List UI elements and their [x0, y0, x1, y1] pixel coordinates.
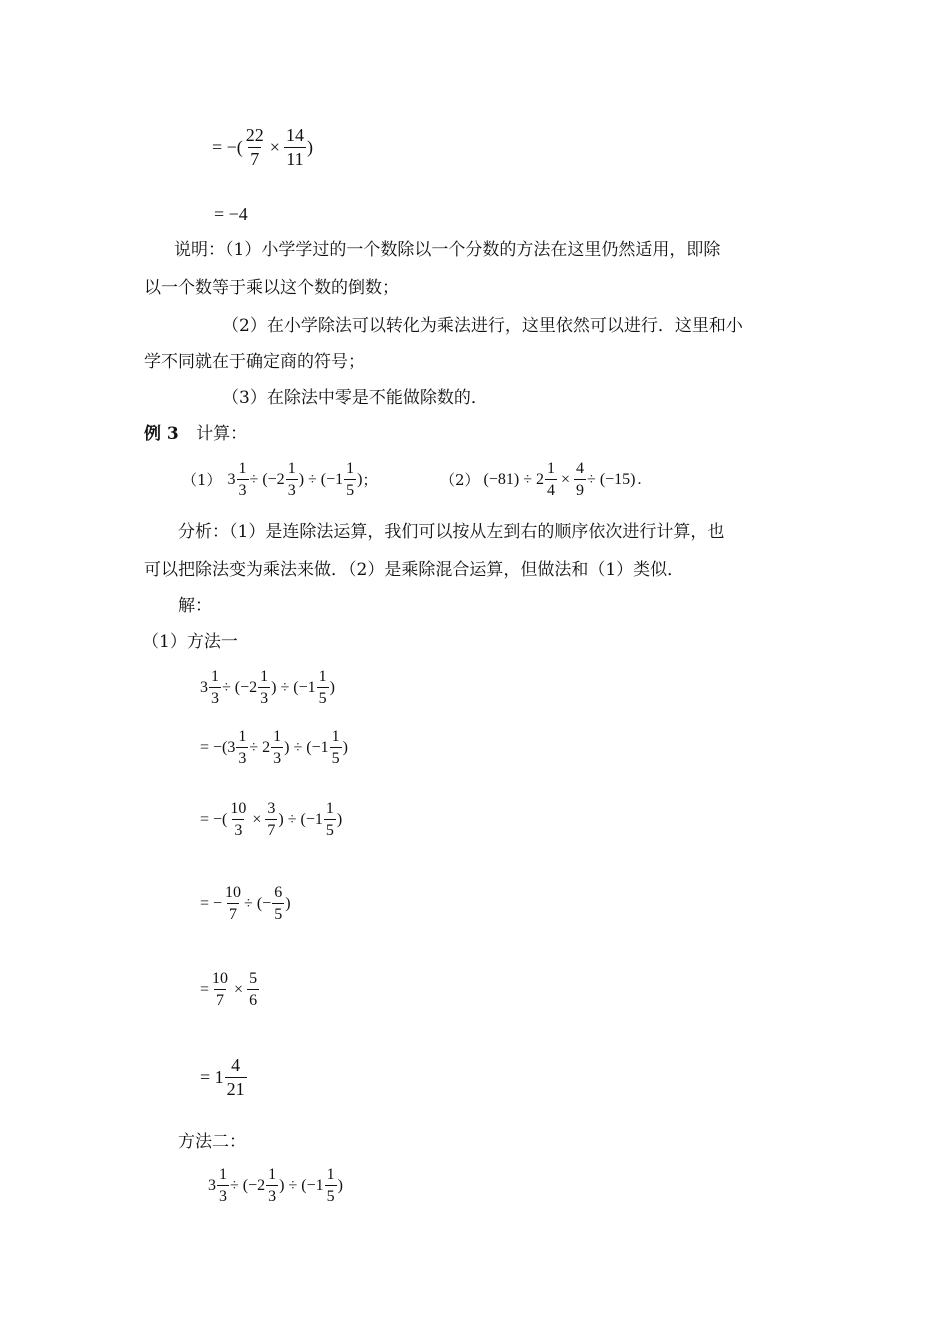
- denominator: 9: [574, 479, 586, 500]
- fraction: [286, 460, 298, 499]
- denominator: 3: [266, 1185, 278, 1206]
- note-line-3: （2）在小学除法可以转化为乘法进行，这里依然可以进行．这里和小: [222, 316, 743, 336]
- eq-line-1: [212, 126, 313, 170]
- numerator: 22: [245, 125, 264, 145]
- note-line-4: 学不同就在于确定商的符号；: [144, 352, 365, 372]
- denominator: 3: [258, 687, 270, 708]
- fraction: [228, 800, 248, 839]
- numerator: 14: [285, 125, 304, 145]
- denominator: 3: [236, 747, 248, 768]
- close-paren: ): [336, 810, 343, 828]
- denominator: 21: [226, 1078, 245, 1099]
- whole-number: 3: [227, 470, 236, 488]
- note-line-2: 以一个数等于乘以这个数的倒数；: [144, 278, 399, 298]
- operator-text: ) ÷ (−1: [298, 470, 344, 488]
- denominator: 11: [286, 148, 304, 169]
- separator: ；: [362, 471, 378, 490]
- whole-number: 3: [200, 678, 208, 696]
- fraction: [324, 800, 336, 839]
- fraction: [265, 800, 277, 839]
- operator-text: ÷ (−2: [222, 678, 258, 696]
- denominator: 3: [237, 479, 249, 500]
- problem-2-label: （2）: [440, 471, 480, 490]
- numerator: 1: [238, 728, 247, 745]
- times-sign: ×: [269, 137, 280, 158]
- fraction: [317, 668, 329, 707]
- close-paren: ): [357, 470, 363, 488]
- numerator: 1: [346, 460, 355, 477]
- example-label: 例 3: [144, 424, 179, 444]
- fraction: [330, 728, 342, 767]
- fraction: [271, 728, 283, 767]
- step-6: [200, 1056, 248, 1100]
- step-3: [200, 800, 342, 839]
- fraction: [210, 970, 230, 1009]
- operator-text: ) ÷ (−1: [279, 1176, 324, 1194]
- method-2-label: 方法二：: [178, 1132, 246, 1152]
- step-7: [208, 1166, 343, 1205]
- operator-text: = −(3: [200, 738, 236, 756]
- example-title: 计算：: [196, 424, 248, 444]
- denominator: 7: [265, 819, 277, 840]
- fraction: [237, 460, 249, 499]
- numerator: 10: [230, 800, 247, 817]
- fraction: [217, 1166, 229, 1205]
- numerator: 1: [260, 668, 269, 685]
- eq-line-2: = −4: [214, 204, 248, 224]
- problem-1-label: （1）: [182, 471, 222, 490]
- close-paren: ): [306, 137, 313, 158]
- numerator: 10: [225, 884, 242, 901]
- period: .: [637, 470, 642, 488]
- whole-number: 3: [208, 1176, 216, 1194]
- fraction: [225, 1056, 247, 1100]
- fraction: [344, 460, 356, 499]
- denominator: 3: [217, 1185, 229, 1206]
- times-sign: ×: [252, 810, 262, 828]
- denominator: 5: [324, 819, 336, 840]
- operator-text: ÷ (−15): [587, 470, 636, 488]
- operator-text: ÷ 2: [249, 738, 271, 756]
- denominator: 6: [247, 989, 259, 1010]
- denominator: 3: [209, 687, 221, 708]
- operator-text: =: [200, 980, 210, 998]
- close-paren: ): [342, 738, 348, 756]
- fraction: [266, 1166, 278, 1205]
- numerator: 1: [238, 460, 247, 477]
- operator-text: = 1: [200, 1067, 224, 1088]
- fraction: [545, 460, 557, 499]
- numerator: 3: [267, 800, 276, 817]
- note-line-5: （3）在除法中零是不能做除数的．: [222, 388, 488, 408]
- note-line-1: 说明：（1）小学学过的一个数除以一个分数的方法在这里仍然适用，即除: [174, 240, 721, 260]
- fraction: [272, 884, 284, 923]
- numerator: 1: [219, 1166, 227, 1183]
- denominator: 7: [214, 989, 226, 1010]
- operator-text: ) ÷ (−1: [271, 678, 316, 696]
- operator-text: ÷ (−2: [230, 1176, 266, 1194]
- numerator: 6: [274, 884, 283, 901]
- numerator: 1: [547, 460, 556, 477]
- problem-2: [440, 460, 642, 499]
- numerator: 10: [212, 970, 229, 987]
- denominator: 5: [330, 747, 342, 768]
- numerator: 1: [331, 728, 340, 745]
- fraction: [223, 884, 243, 923]
- operator-text: ÷ (−2: [249, 470, 285, 488]
- denominator: 5: [325, 1185, 337, 1206]
- numerator: 4: [231, 1055, 241, 1075]
- method-1-label: （1）方法一: [142, 632, 238, 652]
- fraction: [209, 668, 221, 707]
- operator-text: ) ÷ (−1: [284, 738, 329, 756]
- fraction: [325, 1166, 337, 1205]
- denominator: 4: [545, 479, 557, 500]
- numerator: 1: [318, 668, 327, 685]
- solution-label: 解：: [178, 596, 212, 616]
- denominator: 3: [286, 479, 298, 500]
- analysis-line-2: 可以把除法变为乘法来做．（2）是乘除混合运算，但做法和（1）类似．: [144, 560, 685, 580]
- operator-text: = −(: [200, 810, 228, 828]
- operator-text: ) ÷ (−1: [278, 810, 323, 828]
- numerator: 1: [268, 1166, 277, 1183]
- operator-text: = −: [200, 894, 223, 912]
- fraction: [247, 970, 259, 1009]
- numerator: 4: [576, 460, 585, 477]
- times-sign: ×: [234, 980, 244, 998]
- denominator: 7: [227, 903, 239, 924]
- fraction: [574, 460, 586, 499]
- example-heading: [144, 424, 247, 444]
- numerator: 1: [211, 668, 219, 685]
- denominator: 7: [250, 148, 260, 169]
- step-2: [200, 728, 348, 767]
- numerator: 1: [325, 800, 334, 817]
- fraction: [244, 126, 266, 170]
- numerator: 1: [273, 728, 282, 745]
- operator-text: ÷ (−: [244, 894, 272, 912]
- eq-prefix: = −(: [212, 137, 243, 158]
- problem-1: [182, 460, 378, 499]
- fraction: [284, 126, 306, 170]
- step-5: [200, 970, 260, 1009]
- denominator: 5: [317, 687, 329, 708]
- denominator: 5: [344, 479, 356, 500]
- fraction: [236, 728, 248, 767]
- analysis-line-1: 分析：（1）是连除法运算，我们可以按从左到右的顺序依次进行计算，也: [178, 522, 725, 542]
- step-4: [200, 884, 291, 923]
- close-paren: ): [329, 678, 335, 696]
- times-sign: ×: [561, 470, 571, 488]
- denominator: 3: [271, 747, 283, 768]
- operator-text: (−81) ÷ 2: [483, 470, 545, 488]
- close-paren: ): [285, 894, 291, 912]
- numerator: 5: [249, 970, 258, 987]
- denominator: 3: [232, 819, 244, 840]
- numerator: 1: [326, 1166, 335, 1183]
- numerator: 1: [287, 460, 296, 477]
- step-1: [200, 668, 335, 707]
- close-paren: ): [337, 1176, 343, 1194]
- fraction: [258, 668, 270, 707]
- denominator: 5: [272, 903, 284, 924]
